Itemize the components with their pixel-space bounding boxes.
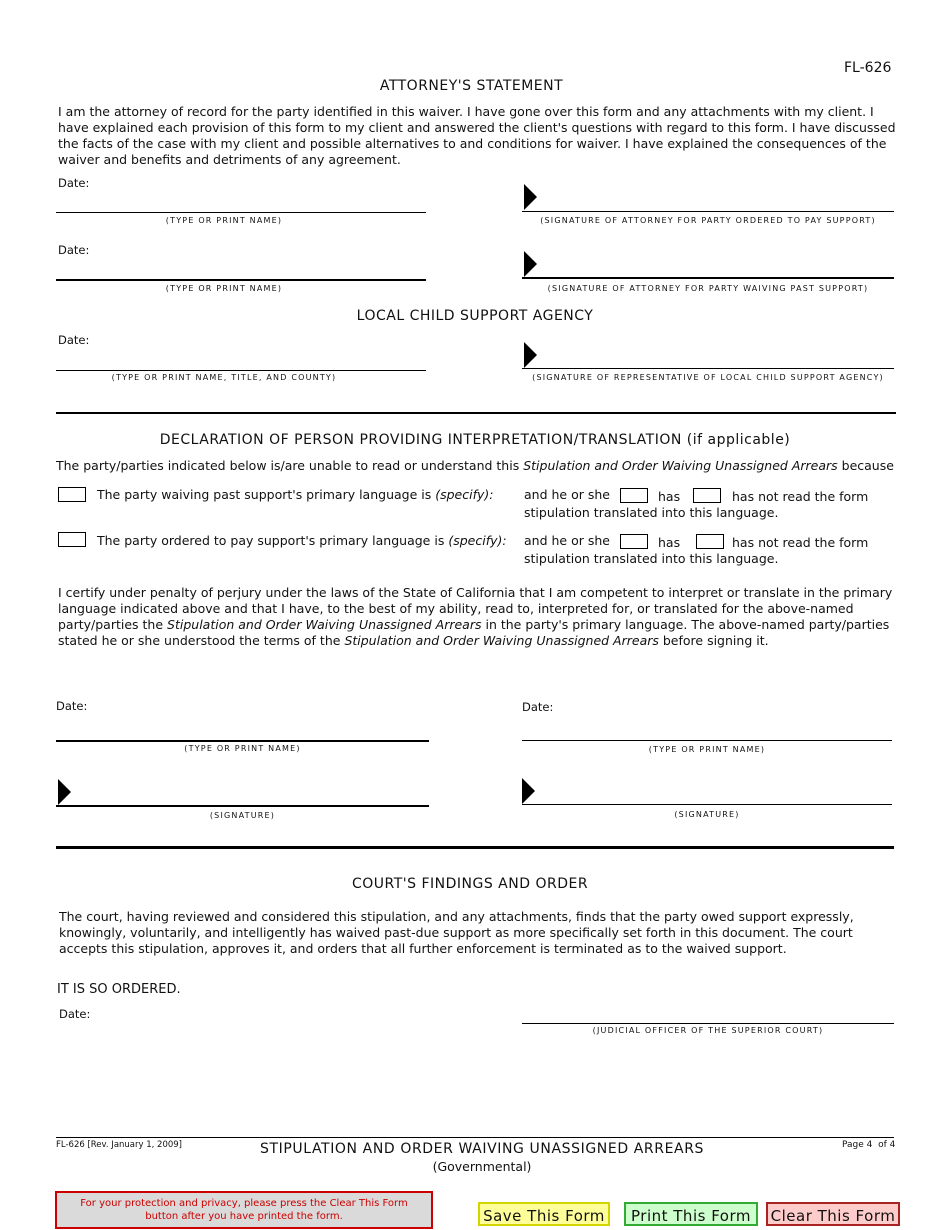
declaration-heading: DECLARATION OF PERSON PROVIDING INTERPRETATION/TRANSLATION (if applicable) (159, 432, 791, 448)
name-line[interactable] (56, 212, 426, 213)
certification-text-1: I certify under penalty of perjury under the laws of the State of California that I am competent to interpret or translate in the primary language indicated above and that I have, to the best of my ability, read to, interpreted for, or translated for the above-named party/parties the (58, 585, 893, 632)
date-label: Date: (58, 243, 90, 257)
section-divider (56, 412, 896, 414)
agency-signature-caption: (SIGNATURE OF REPRESENTATIVE OF LOCAL CHILD SUPPORT AGENCY) (532, 373, 884, 382)
has-not-read-text: has not read the form (732, 535, 869, 550)
party-ordered-label (97, 533, 507, 549)
attorney-pay-signature-line[interactable] (522, 211, 894, 212)
has-not-checkbox[interactable] (693, 488, 721, 503)
agency-signature-line[interactable] (522, 368, 894, 369)
date-label: Date: (522, 700, 554, 714)
judicial-caption: (JUDICIAL OFFICER OF THE SUPERIOR COURT) (592, 1026, 824, 1035)
translated-text: stipulation translated into this language. (524, 505, 779, 520)
has-text: has (658, 535, 681, 550)
form-title: STIPULATION AND ORDER WAIVING UNASSIGNED ARREARS (259, 1141, 705, 1157)
date-label: Date: (59, 1007, 91, 1021)
judicial-signature-line[interactable] (522, 1023, 894, 1024)
attorney-waive-signature-line[interactable] (522, 277, 894, 279)
court-heading: COURT'S FINDINGS AND ORDER (351, 876, 589, 892)
signature-arrow-icon (524, 342, 537, 368)
has-checkbox[interactable] (620, 488, 648, 503)
specify-text: (specify): (448, 533, 507, 548)
interpreter-signature-line[interactable] (56, 805, 429, 807)
print-form-button[interactable]: Print This Form (624, 1202, 758, 1226)
has-not-checkbox[interactable] (696, 534, 724, 549)
signature-arrow-icon (522, 778, 535, 804)
party-waiving-checkbox[interactable] (58, 487, 86, 502)
name-caption: (TYPE OR PRINT NAME) (648, 745, 766, 754)
privacy-notice: For your protection and privacy, please press the Clear This Form button after you have printed the form. (55, 1191, 433, 1229)
and-he-or-she-text: and he or she (524, 533, 610, 548)
certification-form-name: Stipulation and Order Waiving Unassigned Arrears (344, 633, 659, 648)
form-subtitle: (Governmental) (432, 1159, 532, 1174)
date-label: Date: (58, 333, 90, 347)
interpreter-name-line[interactable] (56, 740, 429, 742)
has-text: has (658, 489, 681, 504)
attorney-statement-heading: ATTORNEY'S STATEMENT (379, 78, 564, 94)
declaration-intro-suffix: because (841, 458, 894, 473)
attorney-pay-signature-caption: (SIGNATURE OF ATTORNEY FOR PARTY ORDERED TO PAY SUPPORT) (540, 216, 876, 225)
attorney-statement-text: I am the attorney of record for the party identified in this waiver. I have gone over this form and any attachments with my client. I have explained each provision of this form to my client and answered the client's questions with regard to this form. I have discussed the facts of the case with my client and possible alternatives to and conditions for waiver. I have explained the consequences of the waiver and benefits and detriments of any agreement. (58, 104, 896, 167)
name-line[interactable] (56, 279, 426, 281)
form-number: FL-626 (844, 60, 892, 76)
has-not-read-text: has not read the form (732, 489, 869, 504)
date-label: Date: (58, 176, 90, 190)
declaration-intro (56, 458, 896, 474)
party-ordered-label-text: The party ordered to pay support's primary language is (97, 533, 445, 548)
save-form-button[interactable]: Save This Form (478, 1202, 610, 1226)
signature-arrow-icon (58, 779, 71, 805)
name-caption: (TYPE OR PRINT NAME) (165, 216, 283, 225)
agency-name-line[interactable] (56, 370, 426, 371)
court-findings-text: The court, having reviewed and considered this stipulation, and any attachments, finds that the party owed support expressly, knowingly, voluntarily, and intelligently has waived past-due support as more specifically set forth in this document. The court accepts this stipulation, approves it, and orders that all further enforcement is terminated as to the waived support. (59, 909, 854, 956)
signature-caption: (SIGNATURE) (674, 810, 740, 819)
attorney-waive-signature-caption: (SIGNATURE OF ATTORNEY FOR PARTY WAIVING PAST SUPPORT) (547, 284, 869, 293)
revision-date: FL-626 [Rev. January 1, 2009] (56, 1140, 182, 1150)
interpreter-certification (58, 585, 898, 649)
clear-form-button[interactable]: Clear This Form (766, 1202, 900, 1226)
agency-heading: LOCAL CHILD SUPPORT AGENCY (356, 308, 594, 324)
certification-text-2: in the party's primary language. The above-named party/parties stated he or she understood the terms of the (58, 617, 890, 648)
date-label: Date: (56, 699, 88, 713)
specify-text: (specify): (435, 487, 494, 502)
translated-text: stipulation translated into this language. (524, 551, 779, 566)
signature-caption: (SIGNATURE) (209, 811, 276, 820)
party-waiving-label-text: The party waiving past support's primary language is (97, 487, 432, 502)
name-caption: (TYPE OR PRINT NAME) (165, 284, 283, 293)
has-checkbox[interactable] (620, 534, 648, 549)
declaration-intro-prefix: The party/parties indicated below is/are unable to read or understand this (56, 458, 520, 473)
certification-form-name: Stipulation and Order Waiving Unassigned Arrears (167, 617, 482, 632)
party-ordered-checkbox[interactable] (58, 532, 86, 547)
signature-arrow-icon (524, 184, 537, 210)
section-divider (56, 846, 894, 849)
certification-text-3: before signing it. (662, 633, 769, 648)
party-waiving-label (97, 487, 493, 503)
footer-rule (56, 1137, 894, 1138)
page-number: Page 4 of 4 (842, 1140, 896, 1150)
interpreter-signature-line-2[interactable] (522, 804, 892, 805)
name-caption: (TYPE OR PRINT NAME) (184, 744, 301, 753)
so-ordered-text: IT IS SO ORDERED. (57, 982, 181, 997)
signature-arrow-icon (524, 251, 537, 277)
and-he-or-she-text: and he or she (524, 487, 610, 502)
interpreter-name-line-2[interactable] (522, 740, 892, 741)
declaration-intro-form-name: Stipulation and Order Waiving Unassigned Arrears (523, 458, 838, 473)
agency-name-caption: (TYPE OR PRINT NAME, TITLE, AND COUNTY) (111, 373, 337, 382)
